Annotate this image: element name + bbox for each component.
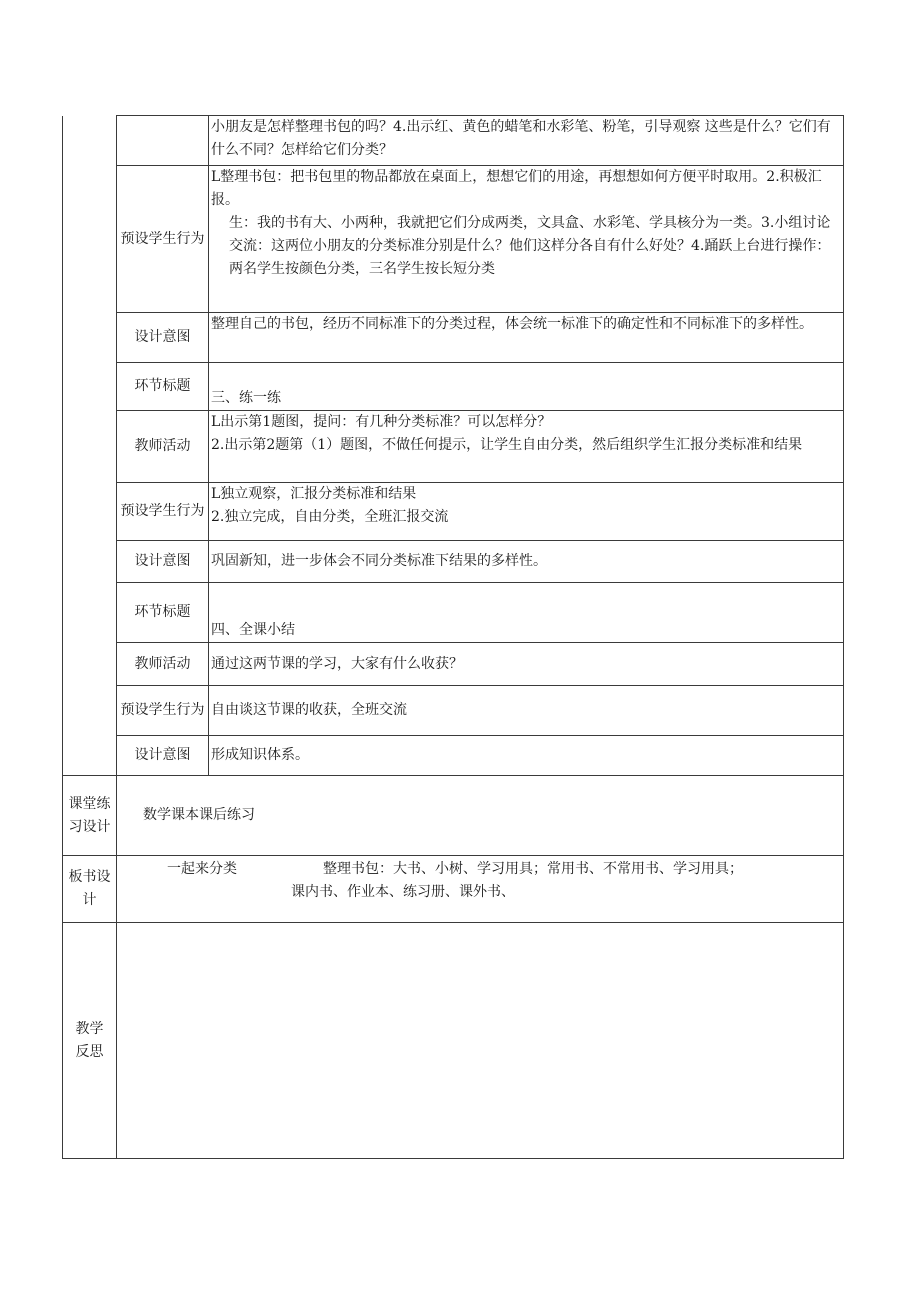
row-label: 教师活动 xyxy=(117,411,209,483)
content-text: L出示第1题图，提问：有几种分类标准？可以怎样分？ xyxy=(211,414,552,430)
board-row xyxy=(63,856,844,923)
reflection-row xyxy=(63,923,844,1159)
row-label: 预设学生行为 xyxy=(117,483,209,541)
board-line-1: 整理书包：大书、小树、学习用具；常用书、不常用书、学习用具； xyxy=(323,861,743,877)
content-text: 小朋友是怎样整理书包的吗？4.出示红、黄色的蜡笔和水彩笔、粉笔，引导观察 这些是什么？它们有什么不同？怎样给它们分类？ xyxy=(211,119,831,158)
row-content xyxy=(209,363,844,411)
row-label: 教师活动 xyxy=(117,643,209,686)
row-label: 预设学生行为 xyxy=(117,686,209,736)
content-text: 形成知识体系。 xyxy=(211,747,309,763)
board-line-2: 课内书、作业本、练习册、课外书、 xyxy=(291,884,515,900)
table-row xyxy=(63,686,844,736)
table-row xyxy=(63,313,844,363)
content-text: 2.独立完成，自由分类，全班汇报交流 xyxy=(211,509,449,525)
row-content xyxy=(209,736,844,776)
reflection-content xyxy=(117,923,844,1159)
table-row xyxy=(63,541,844,583)
row-label: 环节标题 xyxy=(117,363,209,411)
board-content xyxy=(117,856,844,923)
exercise-content xyxy=(117,776,844,856)
row-content xyxy=(209,116,844,166)
row-content xyxy=(209,686,844,736)
table-row xyxy=(63,583,844,643)
row-label: 设计意图 xyxy=(117,736,209,776)
table-row xyxy=(63,736,844,776)
section-title: 三、练一练 xyxy=(211,390,281,406)
content-text: 通过这两节课的学习，大家有什么收获？ xyxy=(211,655,463,672)
row-content xyxy=(209,483,844,541)
section-title: 四、全课小结 xyxy=(211,622,295,638)
row-content xyxy=(209,583,844,643)
table-row xyxy=(63,411,844,483)
board-label: 板书设计 xyxy=(63,856,117,923)
lesson-plan-table xyxy=(62,115,844,1159)
row-content xyxy=(209,166,844,313)
content-text: L整理书包：把书包里的物品都放在桌面上，想想它们的用途，再想想如何方便平时取用。2.积极汇报。 xyxy=(211,169,822,208)
table-row xyxy=(63,116,844,166)
table-row xyxy=(63,166,844,313)
content-text: L独立观察，汇报分类标准和结果 xyxy=(211,486,417,502)
row-content xyxy=(209,313,844,363)
content-text: 自由谈这节课的收获，全班交流 xyxy=(211,702,407,718)
exercise-row xyxy=(63,776,844,856)
content-text: 整理自己的书包，经历不同标准下的分类过程，体会统一标准下的确定性和不同标准下的多样性。 xyxy=(211,316,813,332)
reflection-label-text: 教学反思 xyxy=(75,1020,104,1060)
table-row xyxy=(63,483,844,541)
table-row xyxy=(63,363,844,411)
exercise-text: 数学课本课后练习 xyxy=(143,807,255,823)
row-label xyxy=(117,116,209,166)
exercise-label: 课堂练习设计 xyxy=(63,776,117,856)
content-text: 巩固新知，进一步体会不同分类标准下结果的多样性。 xyxy=(211,553,547,569)
outer-left-column xyxy=(63,116,117,776)
row-content xyxy=(209,541,844,583)
content-text: 2.出示第2题第（1）题图，不做任何提示，让学生自由分类，然后组织学生汇报分类标准和结果 xyxy=(211,437,803,453)
row-content xyxy=(209,643,844,686)
row-label: 设计意图 xyxy=(117,541,209,583)
row-content xyxy=(209,411,844,483)
row-label: 预设学生行为 xyxy=(117,166,209,313)
reflection-label xyxy=(63,923,117,1159)
table-row xyxy=(63,643,844,686)
board-title: 一起来分类 xyxy=(167,861,237,877)
content-text: 生：我的书有大、小两种，我就把它们分成两类，文具盒、水彩笔、学具核分为一类。3.小组讨论交流：这两位小朋友的分类标准分别是什么？他们这样分各自有什么好处？4.踊跃上台进行操作：两名学生按颜色分类，三名学生按长短分类 xyxy=(229,215,831,277)
row-label: 设计意图 xyxy=(117,313,209,363)
row-label: 环节标题 xyxy=(117,583,209,643)
